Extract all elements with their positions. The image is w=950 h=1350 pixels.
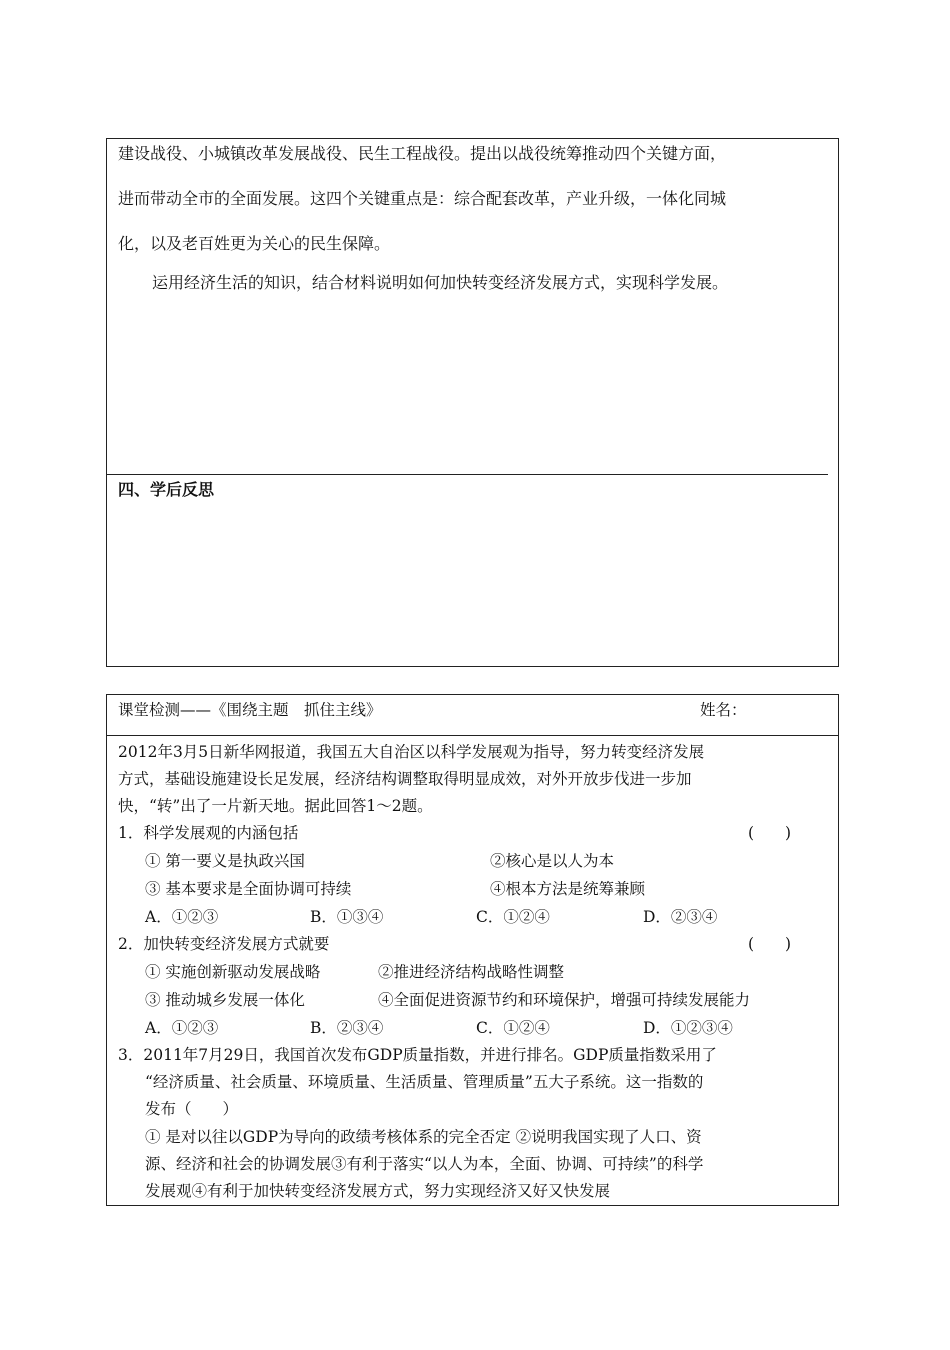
q2-option-3: ③ 推动城乡发展一体化 [145, 991, 305, 1009]
material-text-line-2: 进而带动全市的全面发展。这四个关键重点是：综合配套改革，产业升级，一体化同城 [118, 189, 727, 208]
q3-options-line-2: 源、经济和社会的协调发展③有利于落实“以人为本，全面、协调、可持续”的科学 [145, 1155, 704, 1173]
q2-option-4: ④全面促进资源节约和环境保护，增强可持续发展能力 [378, 991, 751, 1009]
q3-options-line-3: 发展观④有利于加快转变经济发展方式，努力实现经济又好又快发展 [145, 1182, 611, 1200]
q3-stem-line-2: “经济质量、社会质量、环境质量、生活质量、管理质量”五大子系统。这一指数的 [145, 1073, 704, 1091]
q1-choice-a: A．①②③ [145, 908, 219, 926]
q3-options-line-1: ① 是对以往以GDP为导向的政绩考核体系的完全否定 ②说明我国实现了人口、资 [145, 1128, 702, 1146]
q1-option-2: ②核心是以人为本 [490, 852, 615, 870]
q2-option-1: ① 实施创新驱动发展战略 [145, 963, 321, 981]
q2-answer-paren: ( ) [748, 935, 792, 953]
material-text-line-3: 化，以及老百姓更为关心的民生保障。 [118, 234, 391, 253]
q3-stem-line-3: 发布（ ） [145, 1100, 239, 1118]
question-prompt: 运用经济生活的知识，结合材料说明如何加快转变经济发展方式，实现科学发展。 [152, 273, 729, 292]
q1-answer-paren: ( ) [748, 824, 792, 842]
quiz-header-divider [106, 735, 839, 736]
q1-choice-c: C．①②④ [476, 908, 550, 926]
q1-option-3: ③ 基本要求是全面协调可持续 [145, 880, 352, 898]
section-divider [106, 474, 828, 475]
q3-stem-line-1: 3．2011年7月29日，我国首次发布GDP质量指数，并进行排名。GDP质量指数采用了 [118, 1046, 717, 1064]
q1-choice-b: B．①③④ [310, 908, 384, 926]
name-label: 姓名： [700, 701, 747, 719]
q2-choice-a: A．①②③ [145, 1019, 219, 1037]
q2-stem: 2．加快转变经济发展方式就要 [118, 935, 330, 953]
q1-option-1: ① 第一要义是执政兴国 [145, 852, 305, 870]
q2-option-2: ②推进经济结构战略性调整 [378, 963, 565, 981]
q1-option-4: ④根本方法是统筹兼顾 [490, 880, 646, 898]
intro-line-3: 快，“转”出了一片新天地。据此回答1～2题。 [118, 797, 433, 815]
material-answer-box [106, 138, 839, 667]
q1-choice-d: D．②③④ [643, 908, 718, 926]
q1-stem: 1．科学发展观的内涵包括 [118, 824, 299, 842]
quiz-title: 课堂检测——《围绕主题 抓住主线》 [118, 701, 382, 719]
intro-line-2: 方式，基础设施建设长足发展，经济结构调整取得明显成效，对外开放步伐进一步加 [118, 770, 692, 788]
q2-choice-b: B．②③④ [310, 1019, 384, 1037]
q2-choice-c: C．①②④ [476, 1019, 550, 1037]
q2-choice-d: D．①②③④ [643, 1019, 733, 1037]
reflection-heading: 四、学后反思 [118, 480, 215, 499]
material-text-line-1: 建设战役、小城镇改革发展战役、民生工程战役。提出以战役统筹推动四个关键方面， [118, 144, 727, 163]
intro-line-1: 2012年3月5日新华网报道，我国五大自治区以科学发展观为指导，努力转变经济发展 [118, 743, 705, 761]
